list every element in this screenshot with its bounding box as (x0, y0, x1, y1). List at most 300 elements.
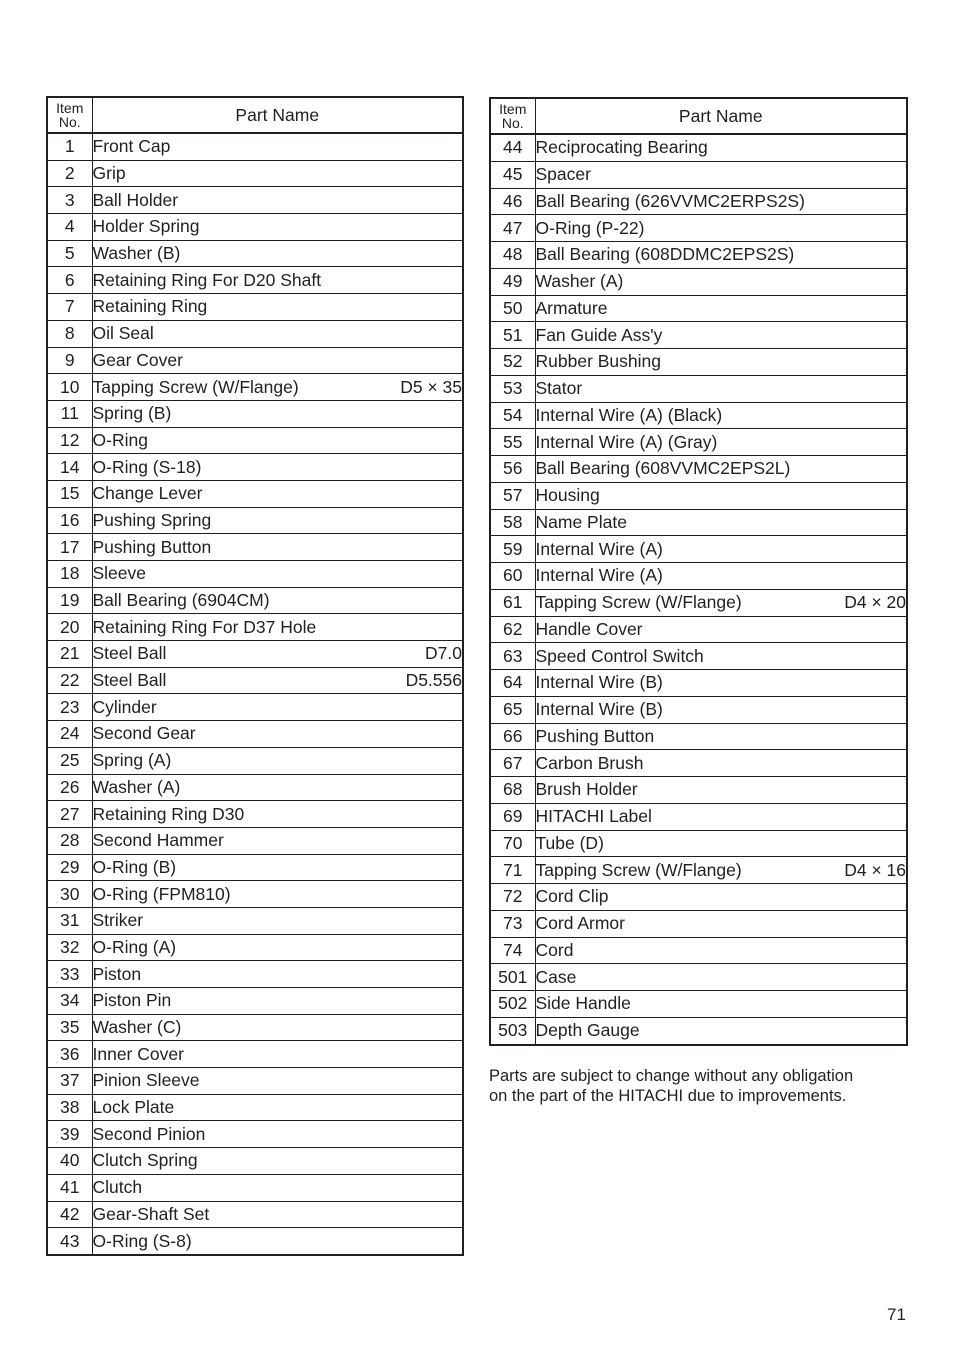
part-name-cell (535, 215, 907, 242)
item-number: 36 (47, 1041, 92, 1068)
part-name-cell (535, 188, 907, 215)
item-number: 31 (47, 907, 92, 934)
table-row (47, 1228, 463, 1255)
part-name: Piston Pin (92, 990, 172, 1011)
part-name-cell (535, 857, 907, 884)
part-name-cell (92, 1121, 463, 1148)
item-number: 61 (490, 589, 535, 616)
part-name-cell (92, 1201, 463, 1228)
item-number: 9 (47, 347, 92, 374)
table-header-row (47, 97, 463, 133)
table-row (47, 400, 463, 427)
table-row (490, 322, 907, 349)
part-name-cell (92, 667, 463, 694)
part-name-cell (535, 375, 907, 402)
part-name: Tapping Screw (W/Flange) (92, 376, 299, 397)
part-name-cell (535, 777, 907, 804)
item-number: 54 (490, 402, 535, 429)
part-name: Cord Clip (535, 886, 609, 907)
part-name: O-Ring (A) (92, 936, 177, 957)
part-name-cell (92, 881, 463, 908)
item-number: 51 (490, 322, 535, 349)
item-number: 28 (47, 827, 92, 854)
part-name: O-Ring (B) (92, 856, 177, 877)
table-row (47, 320, 463, 347)
part-name-cell (535, 429, 907, 456)
table-row (47, 614, 463, 641)
part-name-cell (535, 696, 907, 723)
table-row (490, 456, 907, 483)
item-number: 21 (47, 641, 92, 668)
item-number: 46 (490, 188, 535, 215)
table-row (47, 507, 463, 534)
table-row (490, 589, 907, 616)
item-number: 40 (47, 1148, 92, 1175)
part-name: Depth Gauge (535, 1020, 640, 1041)
part-name: Washer (A) (535, 271, 624, 292)
part-name-cell (92, 1148, 463, 1175)
table-row (47, 160, 463, 187)
part-name: Retaining Ring (92, 296, 208, 317)
part-name: Fan Guide Ass'y (535, 324, 663, 345)
item-number: 4 (47, 214, 92, 241)
part-name: Ball Bearing (6904CM) (92, 590, 270, 611)
item-number: 68 (490, 777, 535, 804)
table-row (490, 375, 907, 402)
part-name: Steel Ball (92, 670, 167, 691)
table-row (490, 857, 907, 884)
part-name: Tube (D) (535, 832, 604, 853)
part-name-cell (92, 1014, 463, 1041)
part-name: Oil Seal (92, 323, 154, 344)
item-number: 73 (490, 910, 535, 937)
part-name-cell (92, 1174, 463, 1201)
item-number: 62 (490, 616, 535, 643)
parts-table-body (47, 133, 463, 1255)
parts-table-left (46, 96, 464, 1256)
table-row (47, 1068, 463, 1095)
part-name: Stator (535, 378, 583, 399)
part-name: Washer (C) (92, 1017, 182, 1038)
part-name: Holder Spring (92, 216, 200, 237)
item-number: 33 (47, 961, 92, 988)
table-row (47, 881, 463, 908)
table-row (47, 187, 463, 214)
item-number: 16 (47, 507, 92, 534)
part-name: Gear-Shaft Set (92, 1203, 210, 1224)
item-number: 8 (47, 320, 92, 347)
item-number: 66 (490, 723, 535, 750)
part-name-cell (92, 320, 463, 347)
table-row (47, 694, 463, 721)
item-number: 38 (47, 1094, 92, 1121)
page-number: 71 (887, 1305, 906, 1324)
part-name: Internal Wire (B) (535, 672, 663, 693)
part-name: Ball Holder (92, 189, 179, 210)
part-name: Ball Bearing (626VVMC2ERPS2S) (535, 190, 805, 211)
table-row (490, 563, 907, 590)
part-name-cell (92, 1094, 463, 1121)
item-number: 5 (47, 240, 92, 267)
item-number: 71 (490, 857, 535, 884)
part-name-cell (92, 747, 463, 774)
item-number: 37 (47, 1068, 92, 1095)
item-no-header: Item No. (490, 98, 535, 134)
item-number: 23 (47, 694, 92, 721)
item-number: 65 (490, 696, 535, 723)
item-number: 6 (47, 267, 92, 294)
item-number: 44 (490, 134, 535, 161)
table-row (490, 1017, 907, 1044)
item-number: 55 (490, 429, 535, 456)
part-name-cell (535, 750, 907, 777)
table-row (490, 429, 907, 456)
item-number: 12 (47, 427, 92, 454)
part-name-cell (92, 827, 463, 854)
item-number: 74 (490, 937, 535, 964)
part-name: Spring (B) (92, 403, 172, 424)
table-row (47, 801, 463, 828)
part-name-cell (92, 587, 463, 614)
part-name-cell (535, 509, 907, 536)
table-row (47, 561, 463, 588)
part-name: Tapping Screw (W/Flange) (535, 859, 742, 880)
part-name-cell (535, 536, 907, 563)
table-row (47, 747, 463, 774)
table-row (490, 242, 907, 269)
part-name: Gear Cover (92, 349, 183, 370)
table-row (490, 643, 907, 670)
table-row (47, 427, 463, 454)
table-row (47, 240, 463, 267)
table-row (490, 937, 907, 964)
table-row (490, 884, 907, 911)
part-name: Internal Wire (B) (535, 699, 663, 720)
table-row (47, 854, 463, 881)
part-name: Pinion Sleeve (92, 1070, 200, 1091)
part-name: Housing (535, 485, 600, 506)
item-number: 22 (47, 667, 92, 694)
table-row (490, 509, 907, 536)
part-name-cell (92, 1228, 463, 1255)
item-number: 64 (490, 670, 535, 697)
table-row (47, 480, 463, 507)
part-name-cell (92, 694, 463, 721)
part-name: O-Ring (FPM810) (92, 883, 231, 904)
table-row (490, 536, 907, 563)
part-name-cell (535, 830, 907, 857)
part-name: Side Handle (535, 993, 631, 1014)
part-name-cell (535, 242, 907, 269)
part-spec: D7.0 (425, 643, 462, 664)
item-number: 25 (47, 747, 92, 774)
part-name-cell (92, 641, 463, 668)
part-name: Retaining Ring For D37 Hole (92, 616, 317, 637)
part-name-cell (92, 907, 463, 934)
table-row (47, 667, 463, 694)
part-name: Carbon Brush (535, 752, 644, 773)
table-row (490, 777, 907, 804)
part-name-cell (92, 1041, 463, 1068)
part-name: Name Plate (535, 511, 627, 532)
part-name: Piston (92, 963, 142, 984)
part-name-cell (535, 456, 907, 483)
table-row (490, 696, 907, 723)
part-name-cell (92, 133, 463, 160)
part-name: Sleeve (92, 563, 147, 584)
part-name-cell (92, 774, 463, 801)
part-name: Reciprocating Bearing (535, 137, 708, 158)
disclaimer-note: Parts are subject to change without any obligation on the part of the HITACHI due to improvements. (489, 1067, 854, 1105)
item-number: 52 (490, 349, 535, 376)
table-row (47, 1094, 463, 1121)
part-name-cell (92, 507, 463, 534)
table-row (47, 454, 463, 481)
part-name: Ball Bearing (608VVMC2EPS2L) (535, 458, 791, 479)
item-number: 26 (47, 774, 92, 801)
part-name-cell (92, 561, 463, 588)
table-row (47, 934, 463, 961)
part-name-header: Part Name (535, 98, 907, 134)
part-name: Second Pinion (92, 1123, 206, 1144)
table-row (47, 214, 463, 241)
table-row (47, 587, 463, 614)
part-name-cell (92, 347, 463, 374)
part-name-cell (92, 214, 463, 241)
item-number: 41 (47, 1174, 92, 1201)
table-row (490, 991, 907, 1018)
item-number: 59 (490, 536, 535, 563)
table-row (490, 215, 907, 242)
part-name-cell (535, 349, 907, 376)
part-name: Striker (92, 910, 144, 931)
part-name: Internal Wire (A) (535, 538, 663, 559)
part-name: Retaining Ring For D20 Shaft (92, 269, 322, 290)
part-name: Change Lever (92, 483, 203, 504)
part-name-cell (535, 910, 907, 937)
table-row (490, 295, 907, 322)
table-row (490, 482, 907, 509)
table-row (490, 616, 907, 643)
part-name: Cord Armor (535, 913, 625, 934)
part-name: Speed Control Switch (535, 645, 704, 666)
part-name-cell (92, 934, 463, 961)
item-number: 50 (490, 295, 535, 322)
part-name-cell (535, 402, 907, 429)
part-name: Ball Bearing (608DDMC2EPS2S) (535, 244, 795, 265)
part-name: O-Ring (P-22) (535, 217, 645, 238)
part-name-cell (535, 563, 907, 590)
table-row (47, 347, 463, 374)
part-spec: D5 × 35 (400, 376, 462, 397)
part-name: O-Ring (S-8) (92, 1230, 192, 1251)
part-name-cell (535, 134, 907, 161)
item-number: 501 (490, 964, 535, 991)
part-name: Spring (A) (92, 750, 172, 771)
item-number: 17 (47, 534, 92, 561)
item-number: 48 (490, 242, 535, 269)
item-number: 58 (490, 509, 535, 536)
item-number: 67 (490, 750, 535, 777)
part-name: Inner Cover (92, 1043, 184, 1064)
part-name-cell (92, 480, 463, 507)
part-name: Retaining Ring D30 (92, 803, 245, 824)
part-name: Steel Ball (92, 643, 167, 664)
part-name-cell (92, 187, 463, 214)
table-row (490, 723, 907, 750)
table-row (47, 774, 463, 801)
part-name-cell (92, 400, 463, 427)
part-name-cell (535, 723, 907, 750)
part-name: Spacer (535, 164, 591, 185)
table-row (490, 964, 907, 991)
part-name-header: Part Name (92, 97, 463, 133)
table-row (490, 134, 907, 161)
part-name: HITACHI Label (535, 806, 652, 827)
parts-table-body (490, 134, 907, 1045)
part-name: Handle Cover (535, 618, 643, 639)
table-row (47, 961, 463, 988)
part-name-cell (535, 482, 907, 509)
table-row (490, 349, 907, 376)
item-no-header: Item No. (47, 97, 92, 133)
part-name-cell (535, 937, 907, 964)
item-number: 502 (490, 991, 535, 1018)
part-name: Front Cap (92, 136, 171, 157)
part-spec: D4 × 20 (844, 592, 906, 613)
part-name: Case (535, 966, 577, 987)
part-name-cell (535, 295, 907, 322)
part-name-cell (535, 964, 907, 991)
part-name-cell (535, 670, 907, 697)
part-name-cell (535, 616, 907, 643)
part-name-cell (92, 294, 463, 321)
part-name-cell (535, 589, 907, 616)
item-number: 18 (47, 561, 92, 588)
part-name-cell (92, 374, 463, 401)
table-row (47, 1041, 463, 1068)
item-number: 14 (47, 454, 92, 481)
part-name: O-Ring (92, 429, 148, 450)
table-row (47, 1174, 463, 1201)
part-name: Pushing Button (92, 536, 212, 557)
item-number: 69 (490, 803, 535, 830)
part-name: Internal Wire (A) (Black) (535, 404, 723, 425)
table-row (490, 830, 907, 857)
table-row (490, 670, 907, 697)
part-name-cell (92, 721, 463, 748)
part-name: Cord (535, 939, 574, 960)
item-number: 27 (47, 801, 92, 828)
table-row (47, 1014, 463, 1041)
item-number: 43 (47, 1228, 92, 1255)
table-row (47, 374, 463, 401)
part-name-cell (92, 614, 463, 641)
table-row (47, 827, 463, 854)
part-name: Pushing Button (535, 725, 655, 746)
part-name-cell (535, 161, 907, 188)
table-row (47, 534, 463, 561)
item-number: 56 (490, 456, 535, 483)
part-name-cell (535, 884, 907, 911)
part-spec: D5.556 (405, 670, 462, 691)
part-name: Tapping Screw (W/Flange) (535, 592, 742, 613)
item-number: 35 (47, 1014, 92, 1041)
item-number: 503 (490, 1017, 535, 1044)
table-row (490, 268, 907, 295)
part-name-cell (92, 427, 463, 454)
table-row (490, 402, 907, 429)
part-name: Cylinder (92, 696, 157, 717)
item-number: 34 (47, 988, 92, 1015)
item-number: 53 (490, 375, 535, 402)
part-name: Lock Plate (92, 1097, 175, 1118)
table-row (47, 721, 463, 748)
item-number: 45 (490, 161, 535, 188)
item-number: 39 (47, 1121, 92, 1148)
item-number: 24 (47, 721, 92, 748)
part-name: Grip (92, 163, 126, 184)
table-row (490, 161, 907, 188)
part-name-cell (92, 1068, 463, 1095)
item-number: 11 (47, 400, 92, 427)
item-number: 42 (47, 1201, 92, 1228)
table-row (490, 188, 907, 215)
item-number: 49 (490, 268, 535, 295)
item-number: 7 (47, 294, 92, 321)
part-name-cell (92, 961, 463, 988)
part-name: Internal Wire (A) (535, 565, 663, 586)
item-number: 29 (47, 854, 92, 881)
part-name-cell (92, 240, 463, 267)
part-name: Brush Holder (535, 779, 638, 800)
part-name-cell (535, 803, 907, 830)
part-name: Internal Wire (A) (Gray) (535, 431, 718, 452)
part-name-cell (535, 1017, 907, 1044)
part-name: O-Ring (S-18) (92, 456, 202, 477)
part-name-cell (92, 988, 463, 1015)
part-name-cell (535, 268, 907, 295)
table-row (490, 910, 907, 937)
part-name-cell (535, 643, 907, 670)
part-name-cell (92, 454, 463, 481)
item-number: 15 (47, 480, 92, 507)
item-number: 10 (47, 374, 92, 401)
item-number: 47 (490, 215, 535, 242)
table-row (47, 133, 463, 160)
part-name: Second Hammer (92, 830, 224, 851)
item-number: 70 (490, 830, 535, 857)
item-number: 72 (490, 884, 535, 911)
table-row (490, 803, 907, 830)
part-name: Washer (A) (92, 776, 181, 797)
part-name: Armature (535, 297, 608, 318)
item-number: 32 (47, 934, 92, 961)
part-name: Pushing Spring (92, 509, 212, 530)
item-number: 30 (47, 881, 92, 908)
item-number: 63 (490, 643, 535, 670)
table-row (47, 1121, 463, 1148)
part-name: Washer (B) (92, 243, 181, 264)
part-name: Clutch Spring (92, 1150, 198, 1171)
part-name-cell (92, 160, 463, 187)
table-row (47, 988, 463, 1015)
part-name-cell (535, 991, 907, 1018)
table-row (47, 641, 463, 668)
item-number: 2 (47, 160, 92, 187)
part-name-cell (92, 267, 463, 294)
part-name-cell (92, 801, 463, 828)
